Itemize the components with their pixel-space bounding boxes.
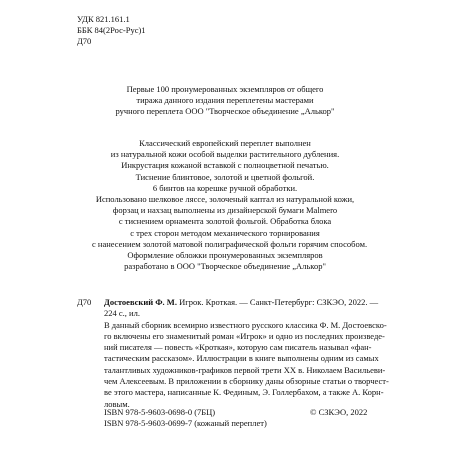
binding-line: Классический европейский переплет выполнен — [139, 138, 311, 148]
binding-description — [92, 138, 368, 272]
annotation-line: В данный сборник всемирно известного русского классика Ф. М. Достоевско- — [104, 319, 387, 330]
numbered-copies-notice — [92, 84, 358, 118]
annotation-line: талантливых художников-графиков первой трети ХХ в. Николаем Васильеви- — [104, 364, 386, 375]
isbn-line: ISBN 978-5-9603-0699-7 (кожаный переплет) — [104, 418, 267, 429]
classification-codes — [77, 14, 146, 47]
notice-line: тиража данного издания переплетены мастерами — [136, 95, 314, 106]
annotation-line: ве этого мастера, написанные К. Фединым, Э. Голлербахом, а также А. Корн- — [104, 387, 384, 398]
isbn-block — [104, 407, 267, 430]
annotation-line: тастическим рассказом». Иллюстрации в книге выполнены одним из самых — [104, 353, 379, 364]
binding-line: разработано в ООО "Творческое объединение „Алькор" — [124, 261, 326, 272]
binding-line: Инкрустация кожаной вставкой с полноцветной печатью. — [121, 160, 329, 171]
binding-line: Тиснение блинтовое, золотой и цветной фольгой. — [135, 171, 315, 182]
annotation-code: Д70 — [77, 297, 92, 307]
binding-line: с тиснением орнамента золотой фольгой. Обработка блока — [118, 216, 332, 227]
notice-line: Первые 100 пронумерованных экземпляров от общего — [126, 84, 324, 94]
notice-line: ручного переплета ООО "Творческое объединение „Алькор" — [115, 106, 335, 117]
isbn-line: ISBN 978-5-9603-0698-0 (7БЦ) — [104, 407, 216, 417]
annotation-line: 224 с., ил. — [104, 308, 140, 319]
title-info: Игрок. Кроткая. — Санкт-Петербург: СЗКЭО, 2022. — — [176, 297, 379, 307]
annotation-first-line — [104, 297, 394, 308]
udk-code: УДК 821.161.1 — [77, 14, 130, 24]
annotation-line: го включены его знаменитый роман «Игрок» и одно из последних произведе- — [104, 330, 385, 341]
binding-line: из натуральной кожи особой выделки растительного дубления. — [110, 149, 340, 160]
binding-line: Оформление обложки пронумерованных экземпляров — [127, 250, 323, 261]
binding-line: с трех сторон методом механического торнирования — [130, 227, 320, 238]
binding-line: 6 бинтов на корешке ручной обработки. — [152, 182, 298, 193]
annotation-line: чем Алексеевым. В приложении в сборнику даны обзорные статьи о творчест- — [104, 376, 389, 387]
binding-line: Использовано шелковое ляссе, золоченый каптал из натуральной кожи, — [95, 194, 355, 205]
author-name: Достоевский Ф. М. — [104, 297, 177, 307]
author-mark: Д70 — [77, 36, 92, 46]
annotation-line: ловым. — [104, 398, 130, 409]
binding-line: с нанесением золотой матовой полиграфической фольги горячим способом. — [92, 238, 368, 249]
binding-line: форзац и нахзац выполнены из дизайнерской бумаги Malmero — [112, 205, 338, 216]
copyright-notice: © СЗКЭО, 2022 — [310, 407, 368, 417]
annotation-line: ний писателя — повесть «Кроткая», которую сам писатель называл «фан- — [104, 342, 372, 353]
bbk-code: ББК 84(2Рос-Рус)1 — [77, 25, 146, 35]
